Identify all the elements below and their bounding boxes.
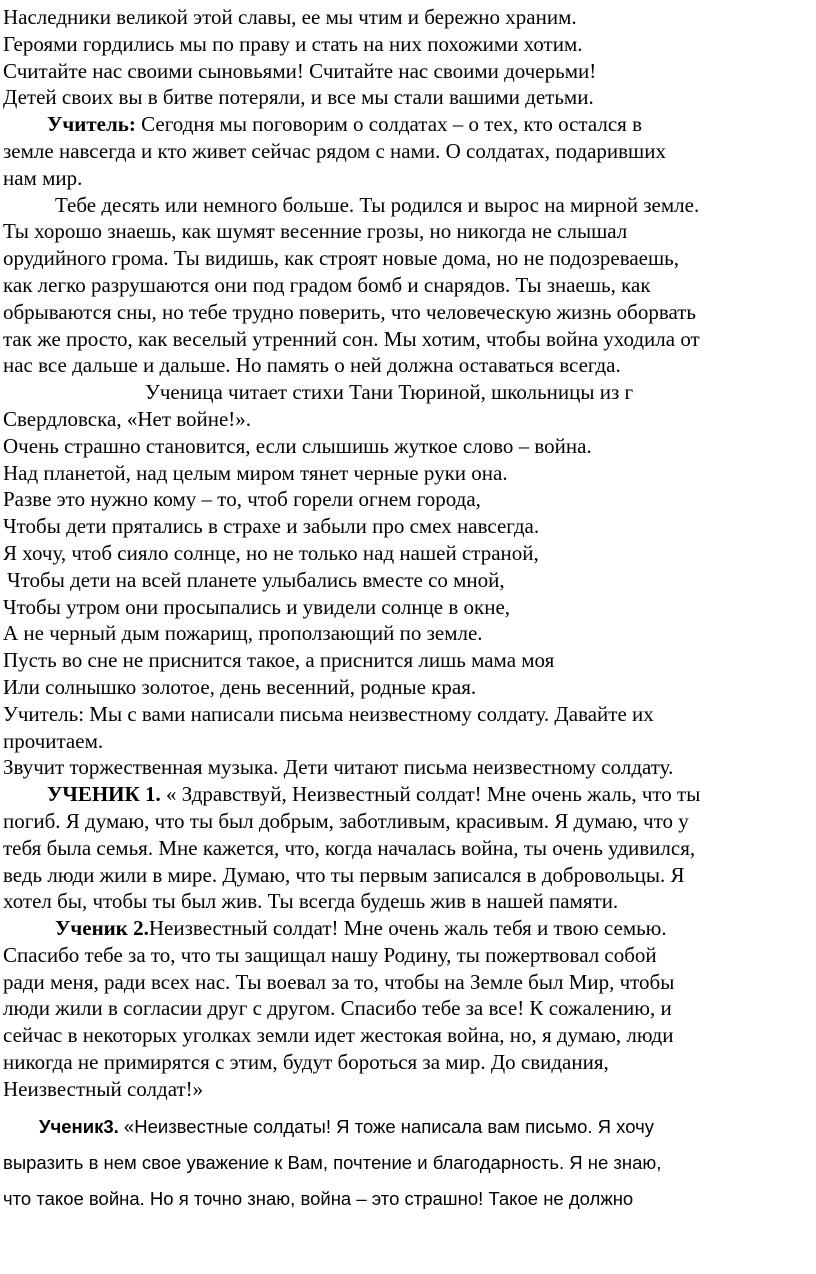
poem-line: Или солнышко золотое, день весенний, родные края. [3,674,477,699]
paragraph-line: тебя была семья. Мне кажется, что, когда началась война, ты очень удивился, [3,835,696,860]
stage-direction-line: Ученица читает стихи Тани Тюриной, школьницы из г [145,380,634,405]
paragraph-text: Сегодня мы поговорим о солдатах – о тех, кто остался в [135,112,642,137]
paragraph-line: Неизвестный солдат!» [3,1076,204,1101]
student3-letter [3,1109,816,1217]
student2-letter [3,915,816,1103]
poem-line: Я хочу, чтоб сияло солнце, но не только над нашей страной, [3,540,539,565]
poem-line: А не черный дым пожарищ, проползающий по земле. [3,621,483,646]
poem-line: Считайте нас своими сыновьями! Считайте нас своими дочерьми! [3,58,597,83]
paragraph-line: так же просто, как веселый утренний сон. Мы хотим, чтобы война уходила от [3,326,700,351]
paragraph-line: ради меня, ради всех нас. Ты воевал за то, чтобы на Земле был Мир, чтобы [3,969,675,994]
paragraph-line: как легко разрушаются они под градом бомб и снарядов. Ты знаешь, как [3,272,651,297]
paragraph-line: Ты хорошо знаешь, как шумят весенние грозы, но никогда не слышал [3,219,628,244]
poem-line: Очень страшно становится, если слышишь жуткое слово – война. [3,433,592,458]
paragraph-line: выразить в нем свое уважение к Вам, почтение и благодарность. Я не знаю, [3,1151,662,1173]
paragraph-first-line [3,781,816,808]
paragraph-line: Тебе десять или немного больше. Ты родился и вырос на мирной земле. [55,192,700,217]
poem-line: Пусть во сне не приснится такое, а приснится лишь мама моя [3,648,555,673]
speaker-label: УЧЕНИК 1. [47,782,161,807]
paragraph-line: нам мир. [3,165,83,190]
poem-heirs [3,4,816,111]
poem-no-war [3,433,816,701]
teacher-intro-paragraph [3,111,816,191]
paragraph-line: Учитель: Мы с вами написали письма неизвестному солдату. Давайте их [3,701,654,726]
paragraph-line: люди жили в согласии друг с другом. Спасибо тебе за все! К сожалению, и [3,996,672,1021]
paragraph-line: обрываются сны, но тебе трудно поверить, что человеческую жизнь оборвать [3,299,697,324]
poem-line: Детей своих вы в битве потеряли, и все мы стали вашими детьми. [3,85,594,110]
speaker-label: Ученик 2. [55,916,149,941]
poem-line: Чтобы дети на всей планете улыбались вместе со мной, [7,567,505,592]
paragraph-text: «Неизвестные солдаты! Я тоже написала вам письмо. Я хочу [118,1115,654,1137]
poem-line: Чтобы утром они просыпались и увидели солнце в окне, [3,594,511,619]
paragraph-text: « Здравствуй, Неизвестный солдат! Мне очень жаль, что ты [160,782,701,807]
poem-line: Над планетой, над целым миром тянет черные руки она. [3,460,508,485]
stage-direction-music: Звучит торжественная музыка. Дети читают письма неизвестному солдату. [3,755,674,780]
paragraph-text: Неизвестный солдат! Мне очень жаль тебя и твою семью. [148,916,667,941]
poem-line: Разве это нужно кому – то, чтоб горели огнем города, [3,487,481,512]
paragraph-line: прочитаем. [3,728,104,753]
paragraph-line: нас все дальше и дальше. Но память о ней должна оставаться всегда. [3,353,621,378]
paragraph-line: что такое война. Но я точно знаю, война – это страшно! Такое не должно [3,1187,634,1209]
paragraph-first-line [3,915,816,942]
poem-line: Чтобы дети прятались в страхе и забыли про смех навсегда. [3,514,540,539]
paragraph-first-line [3,111,816,138]
poem-line: Наследники великой этой славы, ее мы чтим и бережно храним. [3,5,577,29]
poem-line: Героями гордились мы по праву и стать на них похожими хотим. [3,31,583,56]
speaker-label: Учитель: [47,112,136,137]
paragraph-line: никогда не примирятся с этим, будут бороться за мир. До свидания, [3,1050,609,1075]
paragraph-line: хотел бы, чтобы ты был жив. Ты всегда будешь жив в нашей памяти. [3,889,619,914]
stage-direction-poem [3,379,816,433]
teacher-letters-paragraph [3,701,816,755]
paragraph-line: сейчас в некоторых уголках земли идет жестокая война, но, я думаю, люди [3,1023,674,1048]
paragraph-first-line [3,1109,816,1145]
peace-paragraph [3,192,816,380]
paragraph-line: погиб. Я думаю, что ты был добрым, заботливым, красивым. Я думаю, что у [3,808,689,833]
paragraph-line: ведь люди жили в мире. Думаю, что ты первым записался в добровольцы. Я [3,862,685,887]
paragraph-line: земле навсегда и кто живет сейчас рядом с нами. О солдатах, подаривших [3,138,666,163]
speaker-label: Ученик3. [39,1115,119,1137]
student1-letter [3,781,816,915]
paragraph-line: Спасибо тебе за то, что ты защищал нашу Родину, ты пожертвовал собой [3,942,657,967]
stage-direction-line: Свердловска, «Нет войне!». [3,406,252,431]
paragraph-line: орудийного грома. Ты видишь, как строят новые дома, но не подозреваешь, [3,246,679,271]
